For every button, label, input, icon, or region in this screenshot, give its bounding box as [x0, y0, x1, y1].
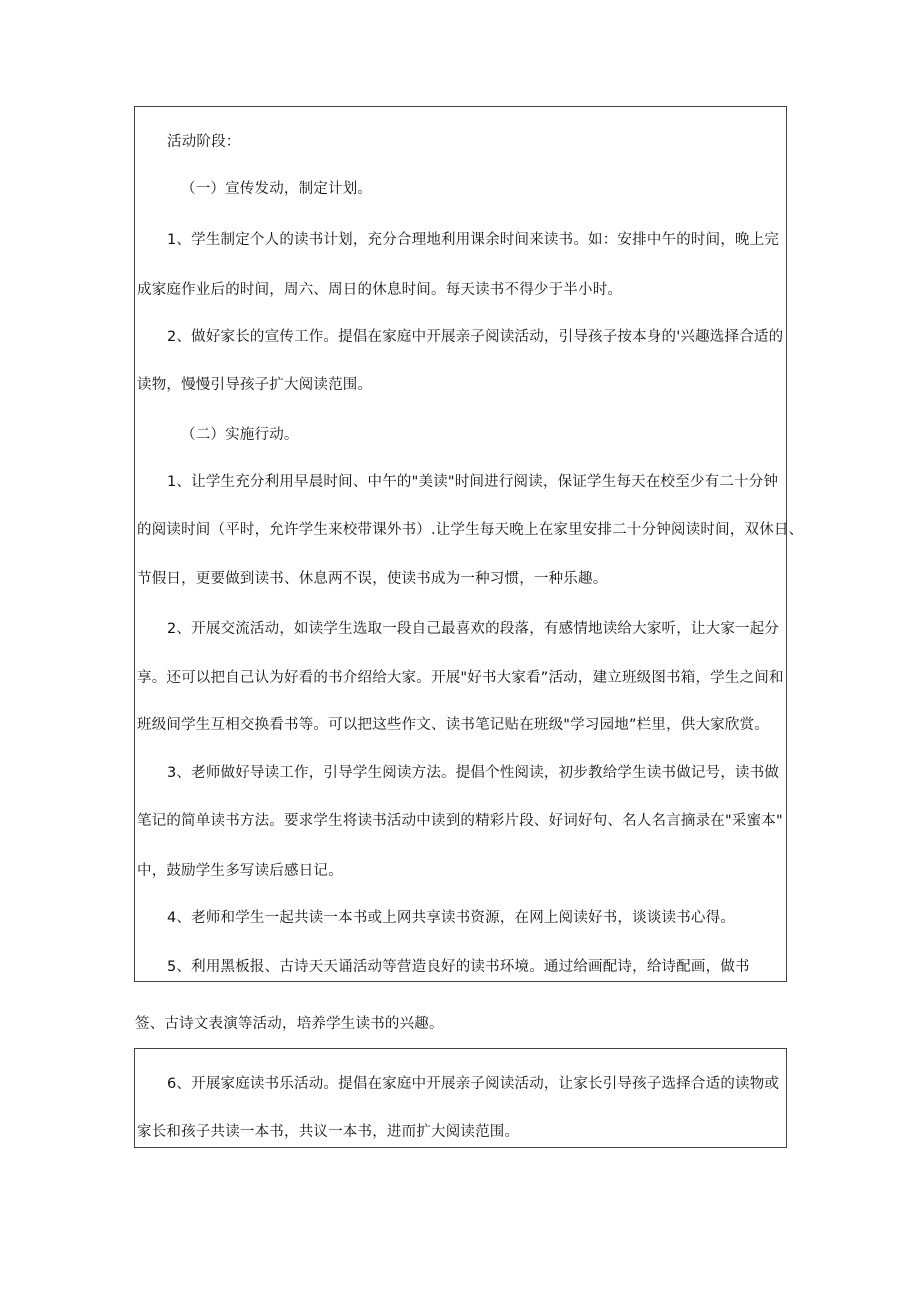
text-line: 5、利用黑板报、古诗天天诵活动等营造良好的读书环境。通过给画配诗，给诗配画，做书 [167, 959, 750, 975]
text-line: 2、做好家长的宣传工作。提倡在家庭中开展亲子阅读活动，引导孩子按本身的'兴趣选择合适的 [167, 329, 784, 345]
text-line: 享。还可以把自己认为好看的书介绍给大家。开展"好书大家看”活动，建立班级图书箱，学生之间和 [137, 670, 784, 686]
text-line: 笔记的简单读书方法。要求学生将读书活动中读到的精彩片段、好词好句、名人名言摘录在"采蜜本" [137, 813, 783, 829]
text-line: 1、让学生充分利用早晨时间、中午的"美读"时间进行阅读，保证学生每天在校至少有二十分钟 [167, 474, 779, 490]
text-line: 的阅读时间（平时，允许学生来校带课外书）.让学生每天晚上在家里安排二十分钟阅读时间，双休日、 [137, 522, 804, 538]
text-line: 2、开展交流活动，如读学生选取一段自己最喜欢的段落，有感情地读给大家听，让大家一起分 [167, 621, 780, 637]
content-table-cell [134, 106, 804, 982]
text-line: 节假日，更要做到读书、休息两不误，使读书成为一种习惯，一种乐趣。 [137, 571, 608, 587]
text-line: 中，鼓励学生多写读后感日记。 [137, 863, 343, 879]
text-line: 家长和孩子共读一本书，共议一本书，进而扩大阅读范围。 [137, 1124, 520, 1140]
text-line: 6、开展家庭读书乐活动。提倡在家庭中开展亲子阅读活动，让家长引导孩子选择合适的读物或 [167, 1076, 780, 1092]
text-line: 班级间学生互相交换看书等。可以把这些作文、读书笔记贴在班级"学习园地”栏里，供大家欣赏。 [137, 717, 769, 733]
text-line: 读物，慢慢引导孩子扩大阅读范围。 [137, 377, 373, 393]
text-line: 活动阶段： [167, 134, 241, 150]
text-line: 3、老师做好导读工作，引导学生阅读方法。提倡个性阅读，初步教给学生读书做记号，读书做 [167, 765, 780, 781]
text-line: （一）宣传发动，制定计划。 [181, 181, 373, 197]
text-line: 成家庭作业后的时间，周六、周日的休息时间。每天读书不得少于半小时。 [137, 282, 623, 298]
text-line-outside: 签、古诗文表演等活动，培养学生读书的兴趣。 [135, 1016, 444, 1032]
text-line: 4、老师和学生一起共读一本书或上网共享读书资源，在网上阅读好书，谈谈读书心得。 [167, 910, 736, 926]
text-line: （二）实施行动。 [181, 427, 299, 443]
text-line: 1、学生制定个人的读书计划，充分合理地利用课余时间来读书。如：安排中午的时间，晚上完 [167, 232, 780, 248]
content-table-cell [134, 1048, 787, 1148]
